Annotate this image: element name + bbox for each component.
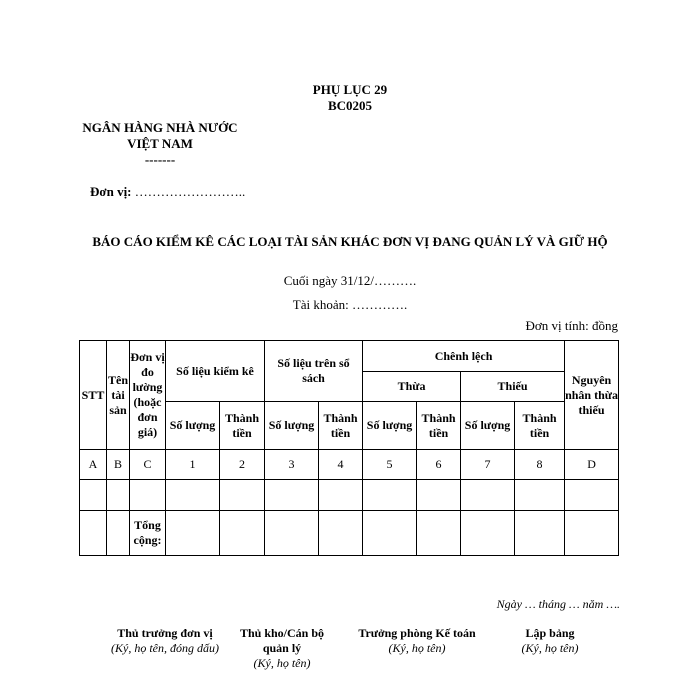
header-qty-surplus: Số lượng xyxy=(363,402,417,450)
account-line: Tài khoản: …………. xyxy=(292,297,408,312)
code-cell: C xyxy=(130,450,166,480)
appendix-header xyxy=(250,82,450,114)
unit-label: Đơn vị: xyxy=(90,184,132,199)
signer-chief-accountant xyxy=(358,626,476,656)
header-qty-inventory: Số lượng xyxy=(166,402,220,450)
signer-note: (Ký, họ tên) xyxy=(521,641,579,655)
signer-title: Thủ trưởng đơn vị xyxy=(117,626,213,640)
header-amount-shortage: Thành tiền xyxy=(515,402,565,450)
header-difference: Chênh lệch xyxy=(363,341,565,372)
signer-title: Thủ kho/Cán bộ quản lý xyxy=(239,626,325,655)
unit-line xyxy=(90,184,245,200)
signer-storekeeper xyxy=(232,626,332,671)
signer-note: (Ký, họ tên) xyxy=(388,641,446,655)
signer-note: (Ký, họ tên) xyxy=(253,656,311,670)
header-measure-unit: Đơn vị đo lường (hoặc đơn giá) xyxy=(130,341,166,450)
bank-name-line1: NGÂN HÀNG NHÀ NƯỚC xyxy=(82,120,238,135)
header-amount-books: Thành tiền xyxy=(319,402,363,450)
signer-title: Lập bảng xyxy=(525,626,575,640)
code-cell: D xyxy=(565,450,619,480)
signature-date: Ngày … tháng … năm …. xyxy=(496,597,620,611)
code-cell: 4 xyxy=(319,450,363,480)
code-cell: 3 xyxy=(265,450,319,480)
empty-data-row xyxy=(80,480,619,511)
code-cell: 1 xyxy=(166,450,220,480)
signer-note: (Ký, họ tên, đóng dấu) xyxy=(111,641,219,655)
header-asset-name: Tên tài sản xyxy=(107,341,130,450)
header-amount-surplus: Thành tiền xyxy=(417,402,461,450)
header-reason: Nguyên nhân thừa thiếu xyxy=(565,341,619,450)
header-qty-shortage: Số lượng xyxy=(461,402,515,450)
currency-unit: Đơn vị tính: đồng xyxy=(525,318,618,333)
header-shortage: Thiếu xyxy=(461,372,565,402)
total-row xyxy=(80,511,619,556)
code-row xyxy=(80,450,619,480)
code-cell: 7 xyxy=(461,450,515,480)
code-cell: 5 xyxy=(363,450,417,480)
signer-head-of-unit xyxy=(85,626,245,656)
signer-title: Trưởng phòng Kế toán xyxy=(358,626,476,640)
code-cell: 8 xyxy=(515,450,565,480)
code-cell: 2 xyxy=(220,450,265,480)
header-stt: STT xyxy=(80,341,107,450)
unit-value: …………………….. xyxy=(134,184,246,199)
header-qty-books: Số lượng xyxy=(265,402,319,450)
total-label: Tổng cộng: xyxy=(130,511,166,556)
bank-name-block xyxy=(80,120,240,168)
header-inventory-figures: Số liệu kiểm kê xyxy=(166,341,265,402)
header-surplus: Thừa xyxy=(363,372,461,402)
code-cell: B xyxy=(107,450,130,480)
code-cell: 6 xyxy=(417,450,461,480)
signer-preparer xyxy=(500,626,600,656)
code-cell: A xyxy=(80,450,107,480)
header-amount-inventory: Thành tiền xyxy=(220,402,265,450)
appendix-number: PHỤ LỤC 29 xyxy=(312,82,388,97)
report-date-line: Cuối ngày 31/12/………. xyxy=(283,273,417,288)
bank-name-line2: VIỆT NAM xyxy=(127,136,193,151)
header-book-figures: Số liệu trên sổ sách xyxy=(265,341,363,402)
inventory-report-table xyxy=(79,340,619,556)
report-title: BÁO CÁO KIỂM KÊ CÁC LOẠI TÀI SẢN KHÁC ĐƠN VỊ ĐANG QUẢN LÝ VÀ GIỮ HỘ xyxy=(92,234,608,249)
bank-name-dash: ------- xyxy=(144,152,176,167)
form-code: BC0205 xyxy=(327,98,373,113)
